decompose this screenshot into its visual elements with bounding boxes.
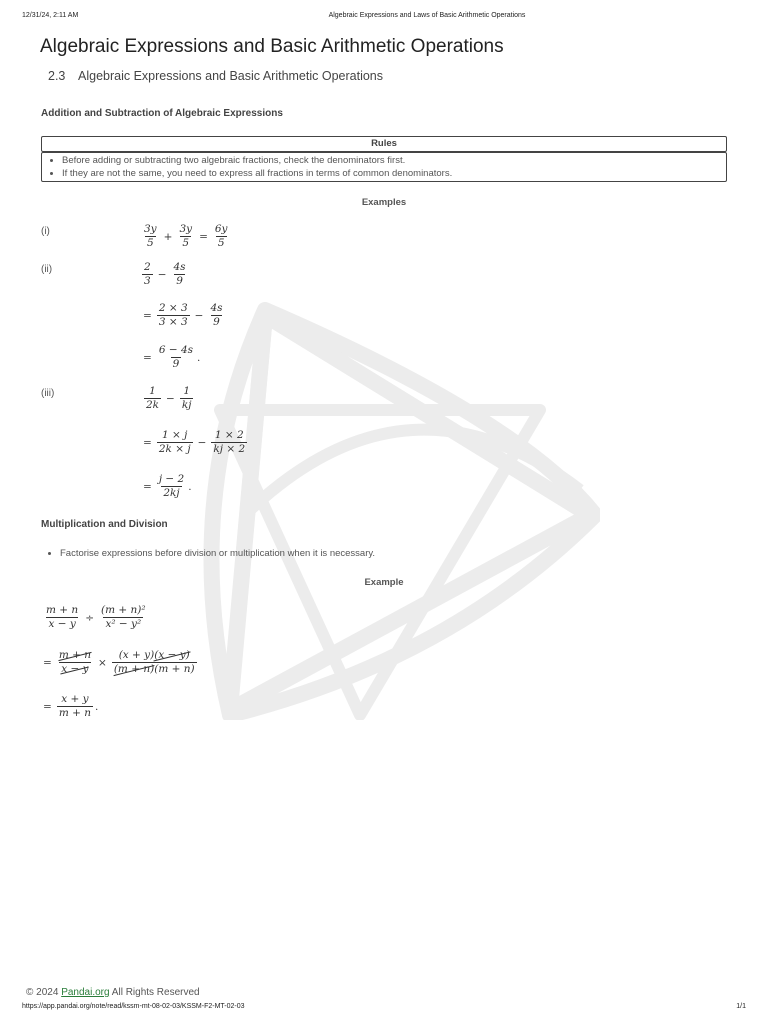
rule-item: • Before adding or subtracting two algebraic fractions, check the denominators first. — [62, 154, 726, 167]
example-label-iii: (iii) — [41, 388, 55, 399]
section-title: Algebraic Expressions and Basic Arithmetic Operations — [78, 69, 384, 83]
multiplication-rule: • Factorise expressions before division or multiplication when it is necessary. — [60, 548, 375, 559]
multiplication-line-1: $\frac{m + n}{x - y}$ ÷ $\frac{\text{(m + n)²}}{\text{x² − y²}}$ — [46, 604, 146, 630]
print-doc-title: Algebraic Expressions and Laws of Basic Arithmetic Operations — [328, 12, 526, 19]
example-3-line-3: = $\frac{j - 2}{2kj}$ . — [143, 473, 192, 499]
multiplication-line-2: = $\frac{m + n}{x - y}$ × $\frac{(x + y)(x - y)}{(m + n)(m + n)}$ — [43, 649, 195, 675]
page-title: Algebraic Expressions and Basic Arithmetic Operations — [40, 36, 504, 57]
multiplication-rule-list — [46, 548, 375, 559]
print-datetime: 12/31/24, 2:11 AM — [22, 12, 79, 19]
example-3-line-2: = $\frac{1 \times j}{2k \times j}$ − $\frac{1 \times 2}{kj \times 2}$ — [143, 429, 246, 455]
print-page-number: 1/1 — [736, 1003, 746, 1010]
rules-table-header: Rules — [41, 136, 727, 152]
example-1-equation: $\frac{3y}{5}$ + $\frac{3y}{5}$ = $\frac{6y}{5}$ — [144, 223, 228, 249]
example-label: Example — [364, 577, 404, 588]
example-label-ii: (ii) — [41, 264, 53, 275]
example-2-line-3: = $\frac{6 - 4s}{9}$ . — [143, 344, 201, 370]
example-label-i: (i) — [41, 226, 50, 237]
multiplication-heading: Multiplication and Division — [41, 519, 168, 530]
pandai-watermark-logo — [190, 300, 600, 720]
print-url: https://app.pandai.org/note/read/kssm-mt-08-02-03/KSSM-F2-MT-02-03 — [22, 1003, 245, 1010]
multiplication-line-3: = $\frac{x + y}{m + n}$ . — [43, 693, 99, 719]
example-2-line-1: $\frac{2}{3}$ − $\frac{4s}{9}$ — [144, 261, 186, 287]
rule-item: • If they are not the same, you need to express all fractions in terms of common denominators. — [62, 167, 726, 180]
section-number: 2.3 — [48, 69, 66, 83]
examples-label: Examples — [361, 197, 407, 208]
pandai-link[interactable]: Pandai.org — [61, 987, 110, 998]
copyright-prefix: © 2024 — [26, 987, 59, 998]
footer-copyright — [26, 987, 200, 998]
example-3-line-1: $\frac{1}{2k}$ − $\frac{1}{kj}$ — [146, 385, 192, 411]
addition-heading: Addition and Subtraction of Algebraic Expressions — [41, 108, 283, 119]
copyright-suffix: All Rights Reserved — [111, 987, 200, 998]
example-2-line-2: = $\frac{2 \times 3}{3 \times 3}$ − $\frac{4s}{9}$ — [143, 302, 223, 328]
rules-table-body — [41, 152, 727, 182]
